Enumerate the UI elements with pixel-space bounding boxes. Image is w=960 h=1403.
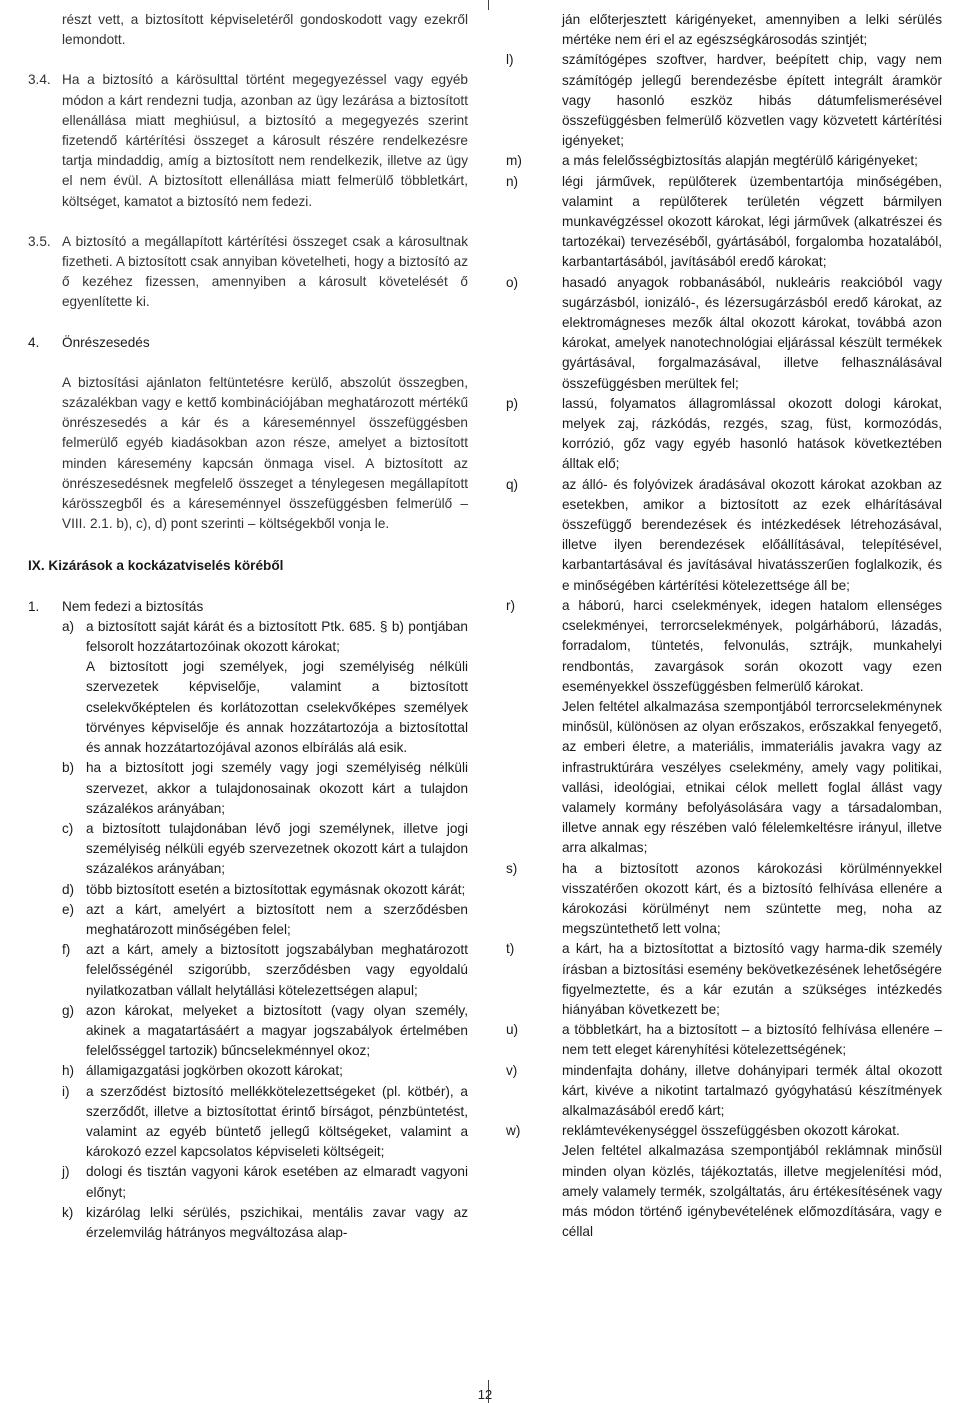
item-text: több biztosított esetén a biztosítottak egymásnak okozott kárát; xyxy=(86,881,466,897)
item-text: kizárólag lelki sérülés, pszichikai, mentális zavar vagy az érzelemvilág hátrányos megváltozása alap- xyxy=(86,1204,468,1240)
item-text: mindenfajta dohány, illetve dohányipari termék által okozott kárt, kivéve a nikotint tartalmazó gyógyhatású készítmények alkalmazásából eredő kárt; xyxy=(562,1062,942,1118)
section-4-heading xyxy=(28,333,468,353)
item-text: a többletkárt, ha a biztosított – a biztosító felhívása ellenére – nem tett eleget kárenyhítési kötelezettségének; xyxy=(562,1022,942,1058)
item-text: államigazgatási jogkörben okozott károkat; xyxy=(86,1063,343,1079)
item-text: légi járművek, repülőterek üzembentartója minőségében, valamint a repülőterek területén végzett bármilyen munkavégzéssel okozott károkat, légi járművek (alkatrészei és tartozékai) tervezéséből, gyártásából, forgalomba hozatalából, karbantartásából, javításából eredő károkat; xyxy=(562,173,942,270)
continuation-text: ján előterjesztett kárigényeket, amennyiben a lelki sérülés mértéke nem éri el az egészségkárosodás szintjét; xyxy=(562,12,942,48)
item-text: reklámtevékenységgel összefüggésben okozott károkat. xyxy=(562,1123,900,1139)
paragraph-3-5 xyxy=(28,232,468,313)
item-text: azon károkat, melyeket a biztosított (vagy olyan személy, akinek a magatartásáért a magyar jogszabályok értelmében felelősséggel tartozik) bűncselekménnyel okoz; xyxy=(86,1002,468,1059)
item-label: l) xyxy=(506,52,514,68)
list-item xyxy=(28,1061,468,1081)
list-item xyxy=(506,1020,942,1060)
chapter-heading: IX. Kizárások a kockázatviselés köréből xyxy=(28,558,284,574)
list-item xyxy=(506,1141,942,1242)
exclusion-list-left xyxy=(28,617,468,1243)
intro-paragraph: részt vett, a biztosított képviseletéről gondoskodott vagy ezekről lemondott. xyxy=(62,12,468,48)
list-item xyxy=(28,1082,468,1163)
list-item xyxy=(28,940,468,1001)
section-number: 1. xyxy=(28,598,40,614)
paragraph-number: 3.4. xyxy=(28,72,51,88)
item-label: r) xyxy=(506,597,516,613)
item-text: hasadó anyagok robbanásából, nukleáris reakcióból vagy sugárzásból, ionizáló-, és lézersugárzásból eredő károkat, az elektromágneses mezők által okozott károkat, továbbá azon károkat, amelyek nanotechnológiai eljárással készült termékek gyártásával, forgalmazásával, illetve felhasználásával összefüggésben merültek fel; xyxy=(562,274,942,391)
item-text: az álló- és folyóvizek áradásával okozott károkat azokban az esetekben, amikor a biztosított az ezek elhárításával összefüggő berendezések és intézkedések létrehozásával, illetve ilyen berendezések előállításával, telepítésével, karbantartásával és javításával hivatásszerűen foglalkozik, és e minőségében kártérítési kötelezettsége áll be; xyxy=(562,476,942,593)
item-label: i) xyxy=(62,1083,70,1099)
exclusion-list-right xyxy=(506,50,942,1242)
paragraph-text: Ha a biztosító a kárösulttal történt megegyezéssel vagy egyéb módon a kárt rendezni tudja, azonban az ügy lezárása a biztosított ellenállása miatt meghiúsul, a biztosító a megegyezés szerint fizetendő kártérítési összeget a károsult részére rendelkezésre tartja mindaddig, amíg a biztosított nem rendelkezik, illetve az ügy el nem évül. A biztosított ellenállása miatt felmerülő többletkárt, költséget, kamatot a biztosító nem fedezi. xyxy=(62,72,468,209)
item-label: a) xyxy=(62,618,75,634)
right-column xyxy=(506,10,942,1242)
item-label: h) xyxy=(62,1063,75,1079)
list-item xyxy=(506,50,942,151)
left-column xyxy=(28,10,468,1243)
item-text: ha a biztosított jogi személy vagy jogi személyiség nélküli szervezet, akkor a tulajdonosainak okozott kárt a tulajdon százalékos arányában; xyxy=(86,760,468,816)
list-item xyxy=(506,596,942,697)
list-item xyxy=(506,172,942,273)
item-label: f) xyxy=(62,942,71,958)
paragraph-3-4 xyxy=(28,70,468,211)
list-item xyxy=(506,394,942,475)
list-item xyxy=(28,758,468,819)
item-label: j) xyxy=(62,1164,70,1180)
list-item xyxy=(28,617,468,657)
list-item xyxy=(506,151,942,171)
item-label: n) xyxy=(506,173,519,189)
item-text: számítógépes szoftver, hardver, beépített chip, vagy nem számítógép jellegű berendezésbe épített integrált áramkör vagy hasonló eszköz hibás dátumfelismerésével összefüggésben felmerülő közvetlen vagy közvetett kártérítési igényeket; xyxy=(562,52,942,149)
item-label: o) xyxy=(506,274,519,290)
section-4-text: A biztosítási ajánlaton feltüntetésre kerülő, abszolút összegben, százalékban vagy e kettő kombinációjában meghatározott mértékű önrészesedés a kár és a káreseménnyel összefüggésben felmerülő egyéb kiadásokban azon része, amelyet a biztosított minden káresemény kapcsán önmaga visel. A biztosított az önrészesedésnek megfelelő összeget a ténylegesen megállapított kárösszegből és a káreseménnyel összefüggésben felmerülő – VIII. 2.1. b), c), d) pont szerinti – költségekből vonja le. xyxy=(62,374,468,532)
item-label: e) xyxy=(62,901,75,917)
item-label: v) xyxy=(506,1062,518,1078)
list-item xyxy=(28,657,468,758)
item-label: t) xyxy=(506,941,515,957)
list-item xyxy=(28,1162,468,1202)
item-label: u) xyxy=(506,1022,519,1038)
item-text: A biztosított jogi személyek, jogi személyiség nélküli szervezetek képviselője, valamint a biztosított cselekvőképtelen és korlátozottan cselekvőképes személyek törvényes képviselője és annak hozzátartozója a biztosítottal és annak hozzátartozójával azonos elbírálás alá esik. xyxy=(86,659,468,756)
list-item xyxy=(28,880,468,900)
item-text: azt a kárt, amely a biztosított jogszabályban meghatározott felelősségénél szigorúbb, szerződésben vagy egyoldalú nyilatkozatban vállalt helytállási kötelezettségen alapul; xyxy=(86,942,468,998)
list-item xyxy=(28,900,468,940)
section-title: Nem fedezi a biztosítás xyxy=(62,598,204,614)
item-label: g) xyxy=(62,1002,75,1018)
item-text: a biztosított saját kárát és a biztosított Ptk. 685. § b) pontjában felsorolt hozzátartozóinak okozott károkat; xyxy=(86,618,468,655)
item-label: b) xyxy=(62,760,75,776)
item-label: k) xyxy=(62,1204,74,1220)
list-item xyxy=(28,1203,468,1243)
item-text: Jelen feltétel alkalmazása szempontjából terrorcselekménynek minősül, különösen az olyan erőszakos, erőszakkal fenyegető, az emberi életre, a materiális, immateriális javakra vagy az infrastruktúrára veszélyes cselekmény, amely vagy politikai, vallási, ideológiai, etnikai célok mellett foglal állást vagy valamely kormány befolyásolására vagy a társadalomban, illetve annak egy részében való félelemkeltésre irányul, illetve arra alkalmas; xyxy=(562,698,942,856)
item-text: lassú, folyamatos állagromlással okozott dologi károkat, melyek zaj, rázkódás, rezgés, szag, füst, kormozódás, korrózió, gőz vagy egyéb hasonló hatások következtében álltak elő; xyxy=(562,395,942,472)
item-label: d) xyxy=(62,881,75,897)
list-item xyxy=(506,273,942,394)
list-item xyxy=(506,1121,942,1141)
section-1-heading xyxy=(28,597,468,617)
column-divider-top xyxy=(488,0,489,10)
paragraph-text: A biztosító a megállapított kártérítési összeget csak a károsultnak fizetheti. A biztosított csak annyiban követelheti, hogy a biztosító az ő kezéhez fizessen, amennyiben a károsult követelését ő egyenlítette ki. xyxy=(62,233,468,310)
item-text: azt a kárt, amelyért a biztosított nem a szerződésben meghatározott minőségében felel; xyxy=(86,901,468,937)
list-item xyxy=(506,859,942,940)
list-item xyxy=(506,697,942,859)
item-text: ha a biztosított azonos károkozási körülménnyekkel visszatérően okozott kárt, és a biztosító felhívása ellenére a károkozási körülményt nem szüntette meg, noha az megszüntethető lett volna; xyxy=(562,860,942,937)
item-label: p) xyxy=(506,395,519,411)
list-item xyxy=(28,819,468,880)
list-item xyxy=(506,475,942,596)
item-text: a biztosított tulajdonában lévő jogi személynek, illetve jogi személyiség nélküli egyéb szervezetnek okozott kárt a tulajdon százalékos arányában; xyxy=(86,820,468,877)
list-item xyxy=(506,1061,942,1122)
item-label: s) xyxy=(506,860,518,876)
item-label: q) xyxy=(506,476,519,492)
item-label: c) xyxy=(62,820,74,836)
item-text: dologi és tisztán vagyoni károk esetében az elmaradt vagyoni előnyt; xyxy=(86,1164,468,1200)
item-label: m) xyxy=(506,153,522,169)
item-text: Jelen feltétel alkalmazása szempontjából reklámnak minősül minden olyan közlés, tájékoztatás, illetve megjelenítési mód, amely valamely termék, szolgáltatás, áru értékesítésének vagy más módon történő igénybevételének előmozdítására, vagy e céllal xyxy=(562,1143,942,1240)
section-number: 4. xyxy=(28,334,40,350)
list-item xyxy=(506,939,942,1020)
section-title: Önrészesedés xyxy=(62,334,150,350)
page-number: 12 xyxy=(477,1387,493,1402)
item-label: w) xyxy=(506,1123,521,1139)
item-text: a kárt, ha a biztosítottat a biztosító vagy harma-dik személy írásban a biztosítási esemény bekövetkezésének lehetőségére figyelmeztette, és a kár ezután a szükséges intézkedés hiányában következett be; xyxy=(562,941,942,1017)
item-text: a szerződést biztosító mellékkötelezettségeket (pl. kötbér), a szerződőt, illetve a biztosítottat érintő bírságot, pénzbüntetést, valamint az egyéb büntető jellegű költségeket, valamint a károkozó ezzel kapcsolatos képviseleti költségeit; xyxy=(86,1083,468,1160)
item-text: a háború, harci cselekmények, idegen hatalom ellenséges cselekményei, terrorcselekmények, polgárháború, lázadás, forradalom, tüntetés, felvonulás, sztrájk, munkahelyi rendbontás, zavargások során okozott vagy ezen eseményekkel összefüggésben felmerülő károkat. xyxy=(562,597,942,694)
list-item xyxy=(28,1001,468,1062)
item-text: a más felelősségbiztosítás alapján megtérülő kárigényeket; xyxy=(562,153,918,169)
paragraph-number: 3.5. xyxy=(28,233,51,249)
